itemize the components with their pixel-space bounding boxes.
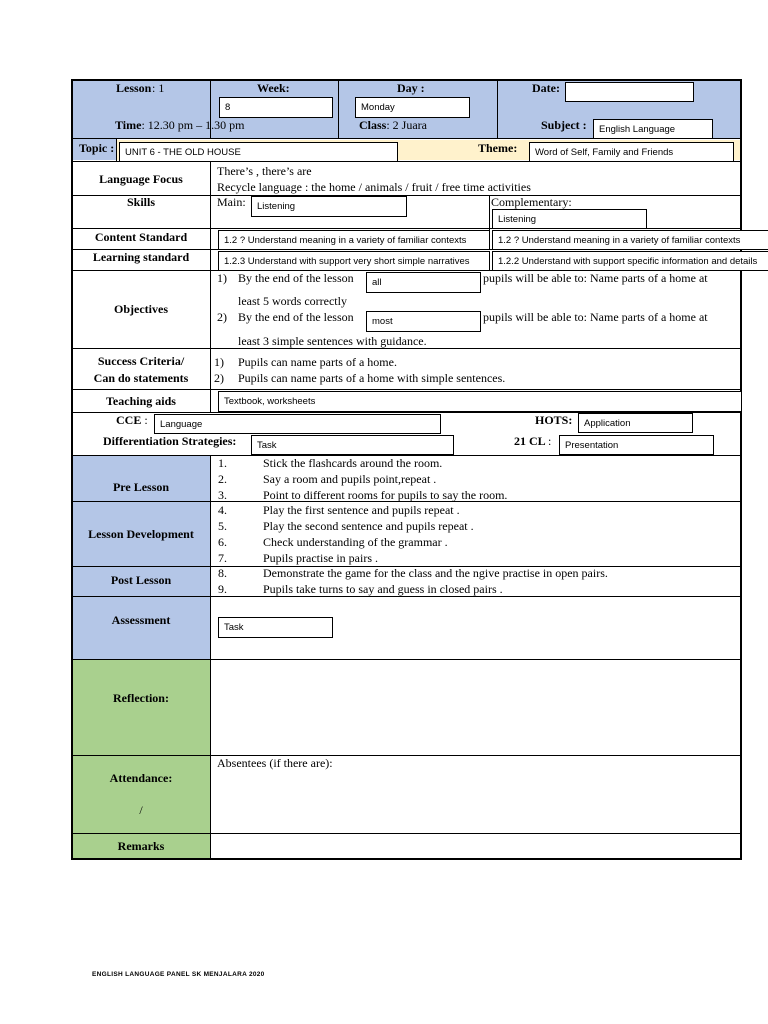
step-num: 2.: [218, 472, 227, 486]
objective-1-field[interactable]: all: [366, 272, 481, 293]
step-text: Demonstrate the game for the class and the ngive practise in open pairs.: [263, 566, 608, 580]
class-row: Class: 2 Juara: [359, 118, 427, 132]
objective-1-post: pupils will be able to: Name parts of a home at: [483, 271, 708, 285]
content-standard-comp[interactable]: 1.2 ? Understand meaning in a variety of familiar contexts: [492, 230, 768, 250]
language-focus-line2: Recycle language : the home / animals / fruit / free time activities: [217, 180, 531, 194]
topic-field[interactable]: UNIT 6 - THE OLD HOUSE: [119, 142, 398, 162]
time-row: Time: 12.30 pm – 1.30 pm: [115, 118, 245, 132]
lesson-value: : 1: [152, 81, 165, 95]
learning-standard-label: Learning standard: [92, 250, 190, 264]
step-num: 4.: [218, 503, 227, 517]
cl21-label: 21 CL :: [514, 434, 552, 448]
objective-2-cont: least 3 simple sentences with guidance.: [238, 334, 427, 348]
objective-2-num: 2): [217, 310, 227, 324]
success-2-text: Pupils can name parts of a home with simple sentences.: [238, 371, 506, 385]
content-standard-label: Content Standard: [94, 230, 188, 244]
remarks-label: Remarks: [117, 839, 165, 853]
objective-1-num: 1): [217, 271, 227, 285]
objective-2-text: By the end of the lesson: [238, 310, 354, 324]
step-num: 5.: [218, 519, 227, 533]
date-field[interactable]: [565, 82, 694, 102]
cce-field[interactable]: Language: [154, 414, 441, 434]
step-text: Point to different rooms for pupils to say the room.: [263, 488, 508, 502]
differentiation-field[interactable]: Task: [251, 435, 454, 455]
step-text: Stick the flashcards around the room.: [263, 456, 443, 470]
objectives-label: Objectives: [114, 302, 168, 316]
success-label-1: Success Criteria/: [97, 354, 185, 368]
success-2-num: 2): [214, 371, 224, 385]
week-label: Week:: [257, 81, 290, 95]
success-1-num: 1): [214, 355, 224, 369]
step-text: Play the second sentence and pupils repeat .: [263, 519, 474, 533]
objective-2-field[interactable]: most: [366, 311, 481, 332]
subject-label: Subject :: [541, 118, 587, 132]
day-field[interactable]: Monday: [355, 97, 470, 118]
language-focus-label: Language Focus: [99, 172, 183, 186]
assessment-label: Assessment: [111, 613, 171, 627]
step-num: 8.: [218, 566, 227, 580]
teaching-aids-field[interactable]: Textbook, worksheets: [218, 391, 741, 412]
learning-standard-main[interactable]: 1.2.3 Understand with support very short simple narratives: [218, 251, 490, 271]
step-text: Check understanding of the grammar .: [263, 535, 448, 549]
differentiation-label: Differentiation Strategies:: [103, 434, 237, 448]
reflection-label: Reflection:: [113, 691, 169, 705]
topic-label: Topic :: [79, 141, 115, 155]
cce-label: CCE :: [116, 413, 148, 427]
cl21-field[interactable]: Presentation: [559, 435, 714, 455]
step-num: 3.: [218, 488, 227, 502]
step-text: Play the first sentence and pupils repeat .: [263, 503, 460, 517]
step-text: Say a room and pupils point,repeat .: [263, 472, 437, 486]
step-text: Pupils practise in pairs .: [263, 551, 378, 565]
teaching-aids-label: Teaching aids: [106, 394, 176, 408]
theme-label: Theme:: [478, 141, 518, 155]
step-num: 9.: [218, 582, 227, 596]
success-1-text: Pupils can name parts of a home.: [238, 355, 397, 369]
theme-field[interactable]: Word of Self, Family and Friends: [529, 142, 734, 162]
content-standard-main[interactable]: 1.2 ? Understand meaning in a variety of familiar contexts: [218, 230, 490, 250]
lesson-label: Lesson: [116, 81, 152, 95]
success-label-2: Can do statements: [93, 371, 189, 385]
pre-lesson-label: Pre Lesson: [112, 480, 170, 494]
absentees-label: Absentees (if there are):: [217, 756, 333, 770]
page-footer: ENGLISH LANGUAGE PANEL SK MENJALARA 2020: [92, 971, 265, 978]
skills-main-label: Main:: [217, 195, 246, 209]
learning-standard-comp[interactable]: 1.2.2 Understand with support specific information and details: [492, 251, 768, 271]
language-focus-line1: There’s , there’s are: [217, 164, 312, 178]
step-num: 6.: [218, 535, 227, 549]
objective-1-cont: least 5 words correctly: [238, 294, 347, 308]
post-lesson-label: Post Lesson: [110, 573, 172, 587]
hots-label: HOTS:: [535, 413, 573, 427]
step-num: 7.: [218, 551, 227, 565]
skills-comp-label: Complementary:: [491, 195, 572, 209]
step-text: Pupils take turns to say and guess in closed pairs .: [263, 582, 503, 596]
attendance-label: Attendance:: [109, 771, 173, 785]
attendance-slash: /: [139, 803, 143, 817]
objective-1-text: By the end of the lesson: [238, 271, 354, 285]
assessment-field[interactable]: Task: [218, 617, 333, 638]
hots-field[interactable]: Application: [578, 413, 693, 433]
skills-main-field[interactable]: Listening: [251, 196, 407, 217]
skills-comp-field[interactable]: Listening: [492, 209, 647, 229]
date-label: Date:: [532, 81, 560, 95]
week-field[interactable]: 8: [219, 97, 333, 118]
lesson-development-label: Lesson Development: [88, 527, 194, 541]
objective-2-post: pupils will be able to: Name parts of a home at: [483, 310, 708, 324]
step-num: 1.: [218, 456, 227, 470]
day-label: Day :: [397, 81, 425, 95]
subject-field[interactable]: English Language: [593, 119, 713, 139]
skills-label: Skills: [126, 195, 156, 209]
